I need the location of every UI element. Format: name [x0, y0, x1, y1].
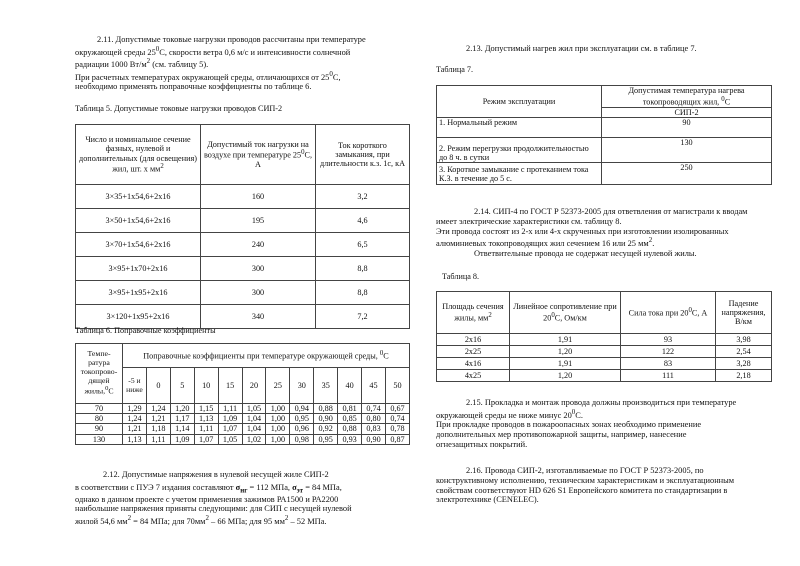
text-line: 2.16. Провода СИП-2, изготавливаемые по ГОСТ Р 52373-2005, по — [466, 466, 704, 475]
table-cell: 3×35+1х54,6+2х16 — [76, 185, 201, 209]
table-cell: 0,90 — [362, 434, 386, 444]
table-cell: 4,6 — [316, 209, 410, 233]
table-cell: 0,96 — [290, 424, 314, 434]
table-5-caption: Таблица 5. Допустимые токовые нагрузки проводов СИП-2 — [75, 104, 283, 113]
table-cell: 1,21 — [146, 414, 170, 424]
table-header-cell: СИП-2 — [602, 108, 772, 118]
table-cell: 2,54 — [716, 346, 772, 358]
table-header-cell: Допустимый ток нагрузки на воздухе при температуре $25^0С$, А — [201, 125, 316, 185]
table-header-cell: Режим эксплуатации — [437, 86, 602, 118]
table-cell: 1. Нормальный режим — [437, 118, 602, 138]
table-cell: 0,92 — [314, 424, 338, 434]
table-cell: 1,20 — [510, 370, 621, 382]
text-line: При расчетных температурах окружающей среды, отличающихся от $25^0С$, — [75, 69, 341, 82]
table-row — [437, 346, 772, 358]
table-cell: 111 — [621, 370, 716, 382]
table-row — [437, 370, 772, 382]
table-cell: 0,83 — [362, 424, 386, 434]
text-line: наибольшие напряжения приняты следующими: для СИП с несущей нулевой — [75, 504, 352, 514]
table-cell: 1,00 — [266, 404, 290, 414]
table-header-cell: 50 — [385, 368, 409, 404]
table-cell: 1,20 — [170, 404, 194, 414]
text-line: 2.15. Прокладка и монтаж провода должны производиться при температуре — [466, 398, 737, 407]
table-cell: 0,85 — [338, 414, 362, 424]
text-line: окружающей среды $25^0С$, скорости ветра 0,6 м/с и интенсивности солнечной — [75, 44, 351, 57]
table-cell: 2. Режим перегрузки продолжительностью до 8 ч. в сутки — [437, 138, 602, 163]
table-cell: 0,80 — [362, 414, 386, 424]
table-cell: 0,98 — [290, 434, 314, 444]
table-8 — [436, 291, 772, 382]
table-header-cell: Темпе-ратура токопрово-дящей жилы,$^0$С — [76, 344, 123, 404]
table-header-cell: 30 — [290, 368, 314, 404]
text-line: однако в данном проекте с учетом применения зажимов РА1500 и РА2200 — [75, 494, 339, 504]
section-2-14 — [436, 207, 772, 259]
table-cell: 160 — [201, 185, 316, 209]
table-header-cell: 20 — [242, 368, 266, 404]
table-cell: 3×95+1х70+2х16 — [76, 257, 201, 281]
table-header-cell: 10 — [194, 368, 218, 404]
table-cell: 1,91 — [510, 358, 621, 370]
table-header-cell: Поправочные коэффициенты при температуре окружающей среды, $^0$С — [123, 344, 410, 368]
table-cell: 1,14 — [170, 424, 194, 434]
table-cell: 1,09 — [218, 414, 242, 424]
table-6 — [75, 343, 410, 445]
table-cell: 0,74 — [362, 404, 386, 414]
text-line: радиации 1000 $Вт/м^2$ (см. таблицу 5). — [75, 57, 209, 70]
text-line: свойствам соответствуют HD 626 S1 Европейского комитета по стандартизации в — [436, 485, 728, 495]
table-cell: 8,8 — [316, 257, 410, 281]
table-cell: 1,24 — [146, 404, 170, 414]
table-header-row — [437, 292, 772, 334]
text-line: 2.11. Допустимые токовые нагрузки проводов рассчитаны при температуре — [97, 35, 366, 44]
table-cell: 2х25 — [437, 346, 510, 358]
table-cell: 1,05 — [218, 434, 242, 444]
table-header-cell: Падение напряжения, В/км — [716, 292, 772, 334]
table-7 — [436, 85, 772, 185]
section-2-15 — [436, 398, 772, 450]
section-2-13: 2.13. Допустимый нагрев жил при эксплуатации см. в таблице 7. — [466, 44, 697, 53]
table-cell: 0,87 — [385, 434, 409, 444]
table-header-cell: Сила тока при $20^0С$, А — [621, 292, 716, 334]
table-cell: 3,28 — [716, 358, 772, 370]
text-line: имеет электрические характеристики см. таблицу 8. — [436, 216, 622, 226]
table-5 — [75, 124, 410, 329]
table-cell: 7,2 — [316, 305, 410, 329]
table-header-cell: Линейное сопротивление при $20^0С$, Ом/км — [510, 292, 621, 334]
table-cell: 1,00 — [266, 434, 290, 444]
table-cell: 83 — [621, 358, 716, 370]
text-line: алюминиевых токопроводящих жил сечением 16 или 25 $мм^2$. — [436, 236, 655, 249]
table-cell: 70 — [76, 404, 123, 414]
table-row — [76, 305, 410, 329]
table-cell: 4х25 — [437, 370, 510, 382]
text-line: в соответствии с ПУЭ 7 издания составляют $\sigma_{нг} = 112$ МПа, $\sigma_{эт} = 84$ МПа, — [75, 482, 342, 495]
table-cell: 250 — [602, 163, 772, 185]
table-row — [76, 185, 410, 209]
table-row — [76, 404, 410, 414]
table-cell: 3,98 — [716, 334, 772, 346]
table-cell: 3,2 — [316, 185, 410, 209]
table-header-row — [76, 344, 410, 368]
table-cell: 80 — [76, 414, 123, 424]
table-cell: 1,00 — [266, 424, 290, 434]
table-header-row — [76, 125, 410, 185]
table-cell: 3×95+1х95+2х16 — [76, 281, 201, 305]
table-cell: 3. Короткое замыкание с протеканием тока К.З. в течение до 5 с. — [437, 163, 602, 185]
table-row — [76, 414, 410, 424]
text-line: дополнительных мер противопожарной защиты, например, нанесение — [436, 430, 687, 440]
text-line: необходимо применять поправочные коэффициенты по таблице 6. — [75, 82, 312, 92]
table-cell: 4х16 — [437, 358, 510, 370]
table-cell: 6,5 — [316, 233, 410, 257]
table-cell: 1,07 — [194, 434, 218, 444]
text-line: электротехнике (CENELEC). — [436, 495, 539, 505]
table-header-cell: Ток короткого замыкания, при длительности к.з. 1с, кА — [316, 125, 410, 185]
table-cell: 1,09 — [170, 434, 194, 444]
table-cell: 300 — [201, 257, 316, 281]
table-cell: 2,18 — [716, 370, 772, 382]
table-cell: 90 — [602, 118, 772, 138]
table-cell: 1,91 — [510, 334, 621, 346]
text-line: Эти провода состоят из 2-х или 4-х скрученных при изготовлении изолированных — [436, 226, 729, 236]
table-cell: 0,67 — [385, 404, 409, 414]
table-cell: 0,78 — [385, 424, 409, 434]
table-header-cell: 35 — [314, 368, 338, 404]
table-cell: 0,93 — [338, 434, 362, 444]
table-cell: 1,04 — [242, 414, 266, 424]
table-cell: 1,05 — [242, 404, 266, 414]
table-cell: 0,95 — [290, 414, 314, 424]
table-cell: 1,29 — [123, 404, 147, 414]
table-cell: 1,13 — [123, 434, 147, 444]
table-cell: 195 — [201, 209, 316, 233]
table-cell: 2х16 — [437, 334, 510, 346]
table-header-row — [437, 86, 772, 108]
table-cell: 130 — [76, 434, 123, 444]
table-cell: 240 — [201, 233, 316, 257]
table-cell: 0,88 — [314, 404, 338, 414]
table-cell: 1,04 — [242, 424, 266, 434]
table-cell: 1,20 — [510, 346, 621, 358]
table-row — [76, 424, 410, 434]
table-cell: 1,17 — [170, 414, 194, 424]
table-row — [437, 163, 772, 185]
table-header-cell: 5 — [170, 368, 194, 404]
table-cell: 1,11 — [218, 404, 242, 414]
table-row — [437, 138, 772, 163]
table-cell: 0,88 — [338, 424, 362, 434]
table-cell: 1,15 — [194, 404, 218, 414]
table-header-cell: Допустимая температура нагрева токопроводящих жил, $^0$С — [602, 86, 772, 108]
text-line: При прокладке проводов в пожароопасных зонах необходимо применение — [436, 420, 702, 430]
table-header-row — [76, 368, 410, 404]
table-cell: 0,94 — [290, 404, 314, 414]
table-cell: 90 — [76, 424, 123, 434]
table-row — [437, 118, 772, 138]
table-row — [76, 257, 410, 281]
table-header-cell: Число и номинальное сечение фазных, нулевой и дополнительных (для освещения) жил, шт. х $мм^2$ — [76, 125, 201, 185]
table-cell: 1,11 — [146, 434, 170, 444]
table-8-caption: Таблица 8. — [442, 272, 480, 281]
text-line: 2.12. Допустимые напряжения в нулевой несущей жиле СИП-2 — [103, 470, 329, 479]
table-header-cell: 0 — [146, 368, 170, 404]
table-cell: 1,00 — [266, 414, 290, 424]
table-cell: 8,8 — [316, 281, 410, 305]
table-cell: 1,13 — [194, 414, 218, 424]
table-header-cell: Площадь сечения жилы, $мм^2$ — [437, 292, 510, 334]
text-line: Ответвительные провода не содержат несущей нулевой жилы. — [474, 248, 697, 258]
table-cell: 1,21 — [123, 424, 147, 434]
section-2-16 — [436, 466, 772, 505]
table-cell: 93 — [621, 334, 716, 346]
table-header-cell: -5 и ниже — [123, 368, 147, 404]
text-line: 2.14. СИП-4 по ГОСТ Р 52373-2005 для ответвления от магистрали к вводам — [474, 207, 748, 216]
section-2-12 — [75, 470, 410, 527]
table-header-cell: 15 — [218, 368, 242, 404]
table-cell: 0,81 — [338, 404, 362, 414]
table-cell: 1,24 — [123, 414, 147, 424]
table-cell: 300 — [201, 281, 316, 305]
table-header-cell: 25 — [266, 368, 290, 404]
table-row — [76, 209, 410, 233]
table-cell: 0,95 — [314, 434, 338, 444]
table-row — [76, 233, 410, 257]
table-6-caption: Таблица 6. Поправочные коэффициенты — [75, 326, 216, 335]
table-7-caption: Таблица 7. — [436, 65, 474, 74]
text-line: конструктивному исполнению, техническим характеристикам и эксплуатационным — [436, 475, 735, 485]
text-line: жилой 54,6 $мм^2 = 84$ МПа; для $70мм^2 - 66$ МПа; для 95 $мм^2 - 52$ МПа. — [75, 514, 327, 526]
section-2-11 — [75, 35, 410, 92]
table-row — [76, 281, 410, 305]
table-row — [437, 334, 772, 346]
table-cell: 3×50+1х54,6+2х16 — [76, 209, 201, 233]
table-cell: 340 — [201, 305, 316, 329]
table-header-cell: 40 — [338, 368, 362, 404]
table-cell: 3×70+1х54,6+2х16 — [76, 233, 201, 257]
table-cell: 3×120+1х95+2х16 — [76, 305, 201, 329]
table-cell: 122 — [621, 346, 716, 358]
table-cell: 1,11 — [194, 424, 218, 434]
table-cell: 1,07 — [218, 424, 242, 434]
table-row — [76, 434, 410, 444]
table-cell: 1,18 — [146, 424, 170, 434]
table-header-cell: 45 — [362, 368, 386, 404]
table-cell: 1,02 — [242, 434, 266, 444]
text-line: огнезащитных покрытий. — [436, 439, 528, 449]
text-line: окружающей среды не ниже минус $20^0С$. — [436, 407, 583, 420]
table-row — [437, 358, 772, 370]
table-cell: 0,90 — [314, 414, 338, 424]
table-cell: 130 — [602, 138, 772, 163]
table-cell: 0,74 — [385, 414, 409, 424]
